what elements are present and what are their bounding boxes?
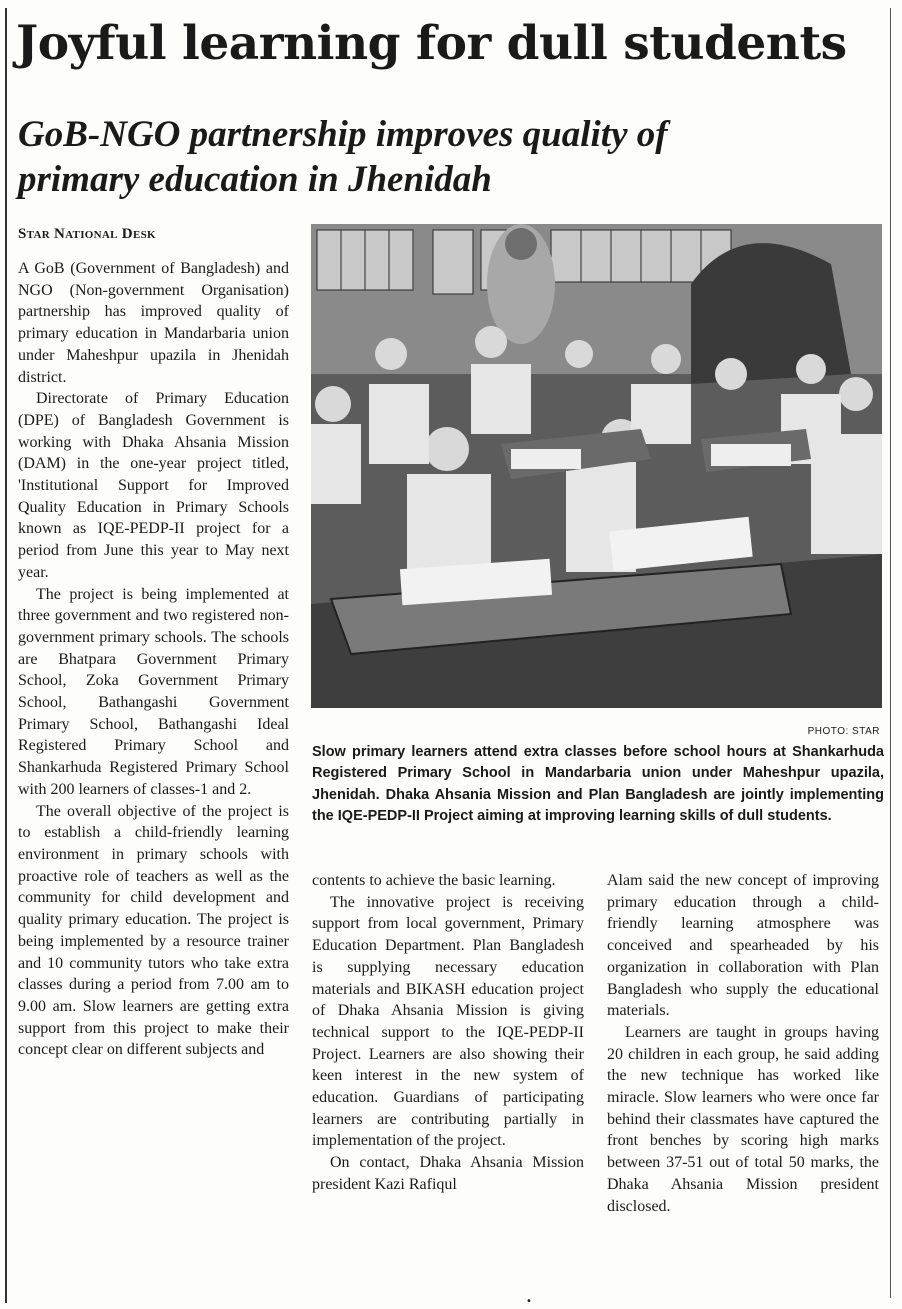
photo-caption: Slow primary learners attend extra classes before school hours at Shankarhuda Registered Primary School in Mandarbaria union under Maheshpur upazila, Jhenidah. Dhaka Ahsania Mission and Plan Bangladesh are jointly implementing the IQE-PEDP-II Project aiming at improving learning skills of dull students. [312, 744, 884, 824]
byline: Star National Desk [18, 226, 156, 242]
end-mark: • [526, 1296, 532, 1307]
paragraph: Directorate of Primary Education (DPE) of Bangladesh Government is working with Dhaka Ahsania Mission (DAM) in the one-year project titled, 'Institutional Support for Improved Quality Education in Primary Schools known as IQE-PEDP-II project for a period from June this year to May next year. [18, 390, 289, 581]
body-column-1 [18, 258, 289, 1061]
classroom-photo-illustration [311, 224, 882, 708]
right-column-rule [890, 8, 891, 1298]
photo-credit: PHOTO: STAR [807, 726, 880, 737]
classroom-photo [311, 224, 882, 708]
paragraph: The overall objective of the project is to establish a child-friendly learning environment in primary schools with proactive role of teachers as well as the community for child development and quality primary education. The project is being implemented by a resource trainer and 10 community tutors who take extra classes during a period from 7.00 am to 9.00 am. Slow learners are getting extra support from this project to make their concept clear on different subjects and [18, 802, 289, 1059]
paragraph: On contact, Dhaka Ahsania Mission president Kazi Rafiqul [312, 1154, 584, 1193]
subheadline: GoB-NGO partnership improves quality of primary education in Jhenidah [18, 114, 668, 200]
headline: Joyful learning for dull students [16, 16, 847, 71]
paragraph: A GoB (Government of Bangladesh) and NGO (Non-government Organisation) partnership has improved quality of primary education in Mandarbaria union under Maheshpur upazila in Jhenidah district. [18, 260, 289, 386]
left-column-rule [5, 8, 7, 1303]
body-column-3 [607, 870, 879, 1217]
paragraph: contents to achieve the basic learning. [312, 872, 556, 889]
paragraph: Alam said the new concept of improving primary education through a child-friendly learning atmosphere was conceived and spearheaded by his organization in collaboration with Plan Bangladesh who supply the educational materials. [607, 872, 879, 1020]
paragraph: The innovative project is receiving support from local government, Primary Education Department. Plan Bangladesh is supplying necessary education materials and BIKASH education project of Dhaka Ahsania Mission is giving technical support to the IQE-PEDP-II Project. Learners are also showing their keen interest in the new system of education. Guardians of participating learners are contributing partially in implementation of the project. [312, 893, 584, 1150]
paragraph: The project is being implemented at three government and two registered non-government primary schools. The schools are Bhatpara Government Primary School, Zoka Government Primary School, Bathangashi Government Primary School, Bathangashi Ideal Registered Primary School and Shankarhuda Registered Primary School with 200 learners of classes-1 and 2. [18, 585, 289, 798]
body-column-2 [312, 870, 584, 1196]
paragraph: Learners are taught in groups having 20 children in each group, he said adding the new technique has worked like miracle. Slow learners who were once far behind their classmates have captured the front benches by scoring high marks between 37-51 out of total 50 marks, the Dhaka Ahsania Mission president disclosed. [607, 1023, 879, 1215]
